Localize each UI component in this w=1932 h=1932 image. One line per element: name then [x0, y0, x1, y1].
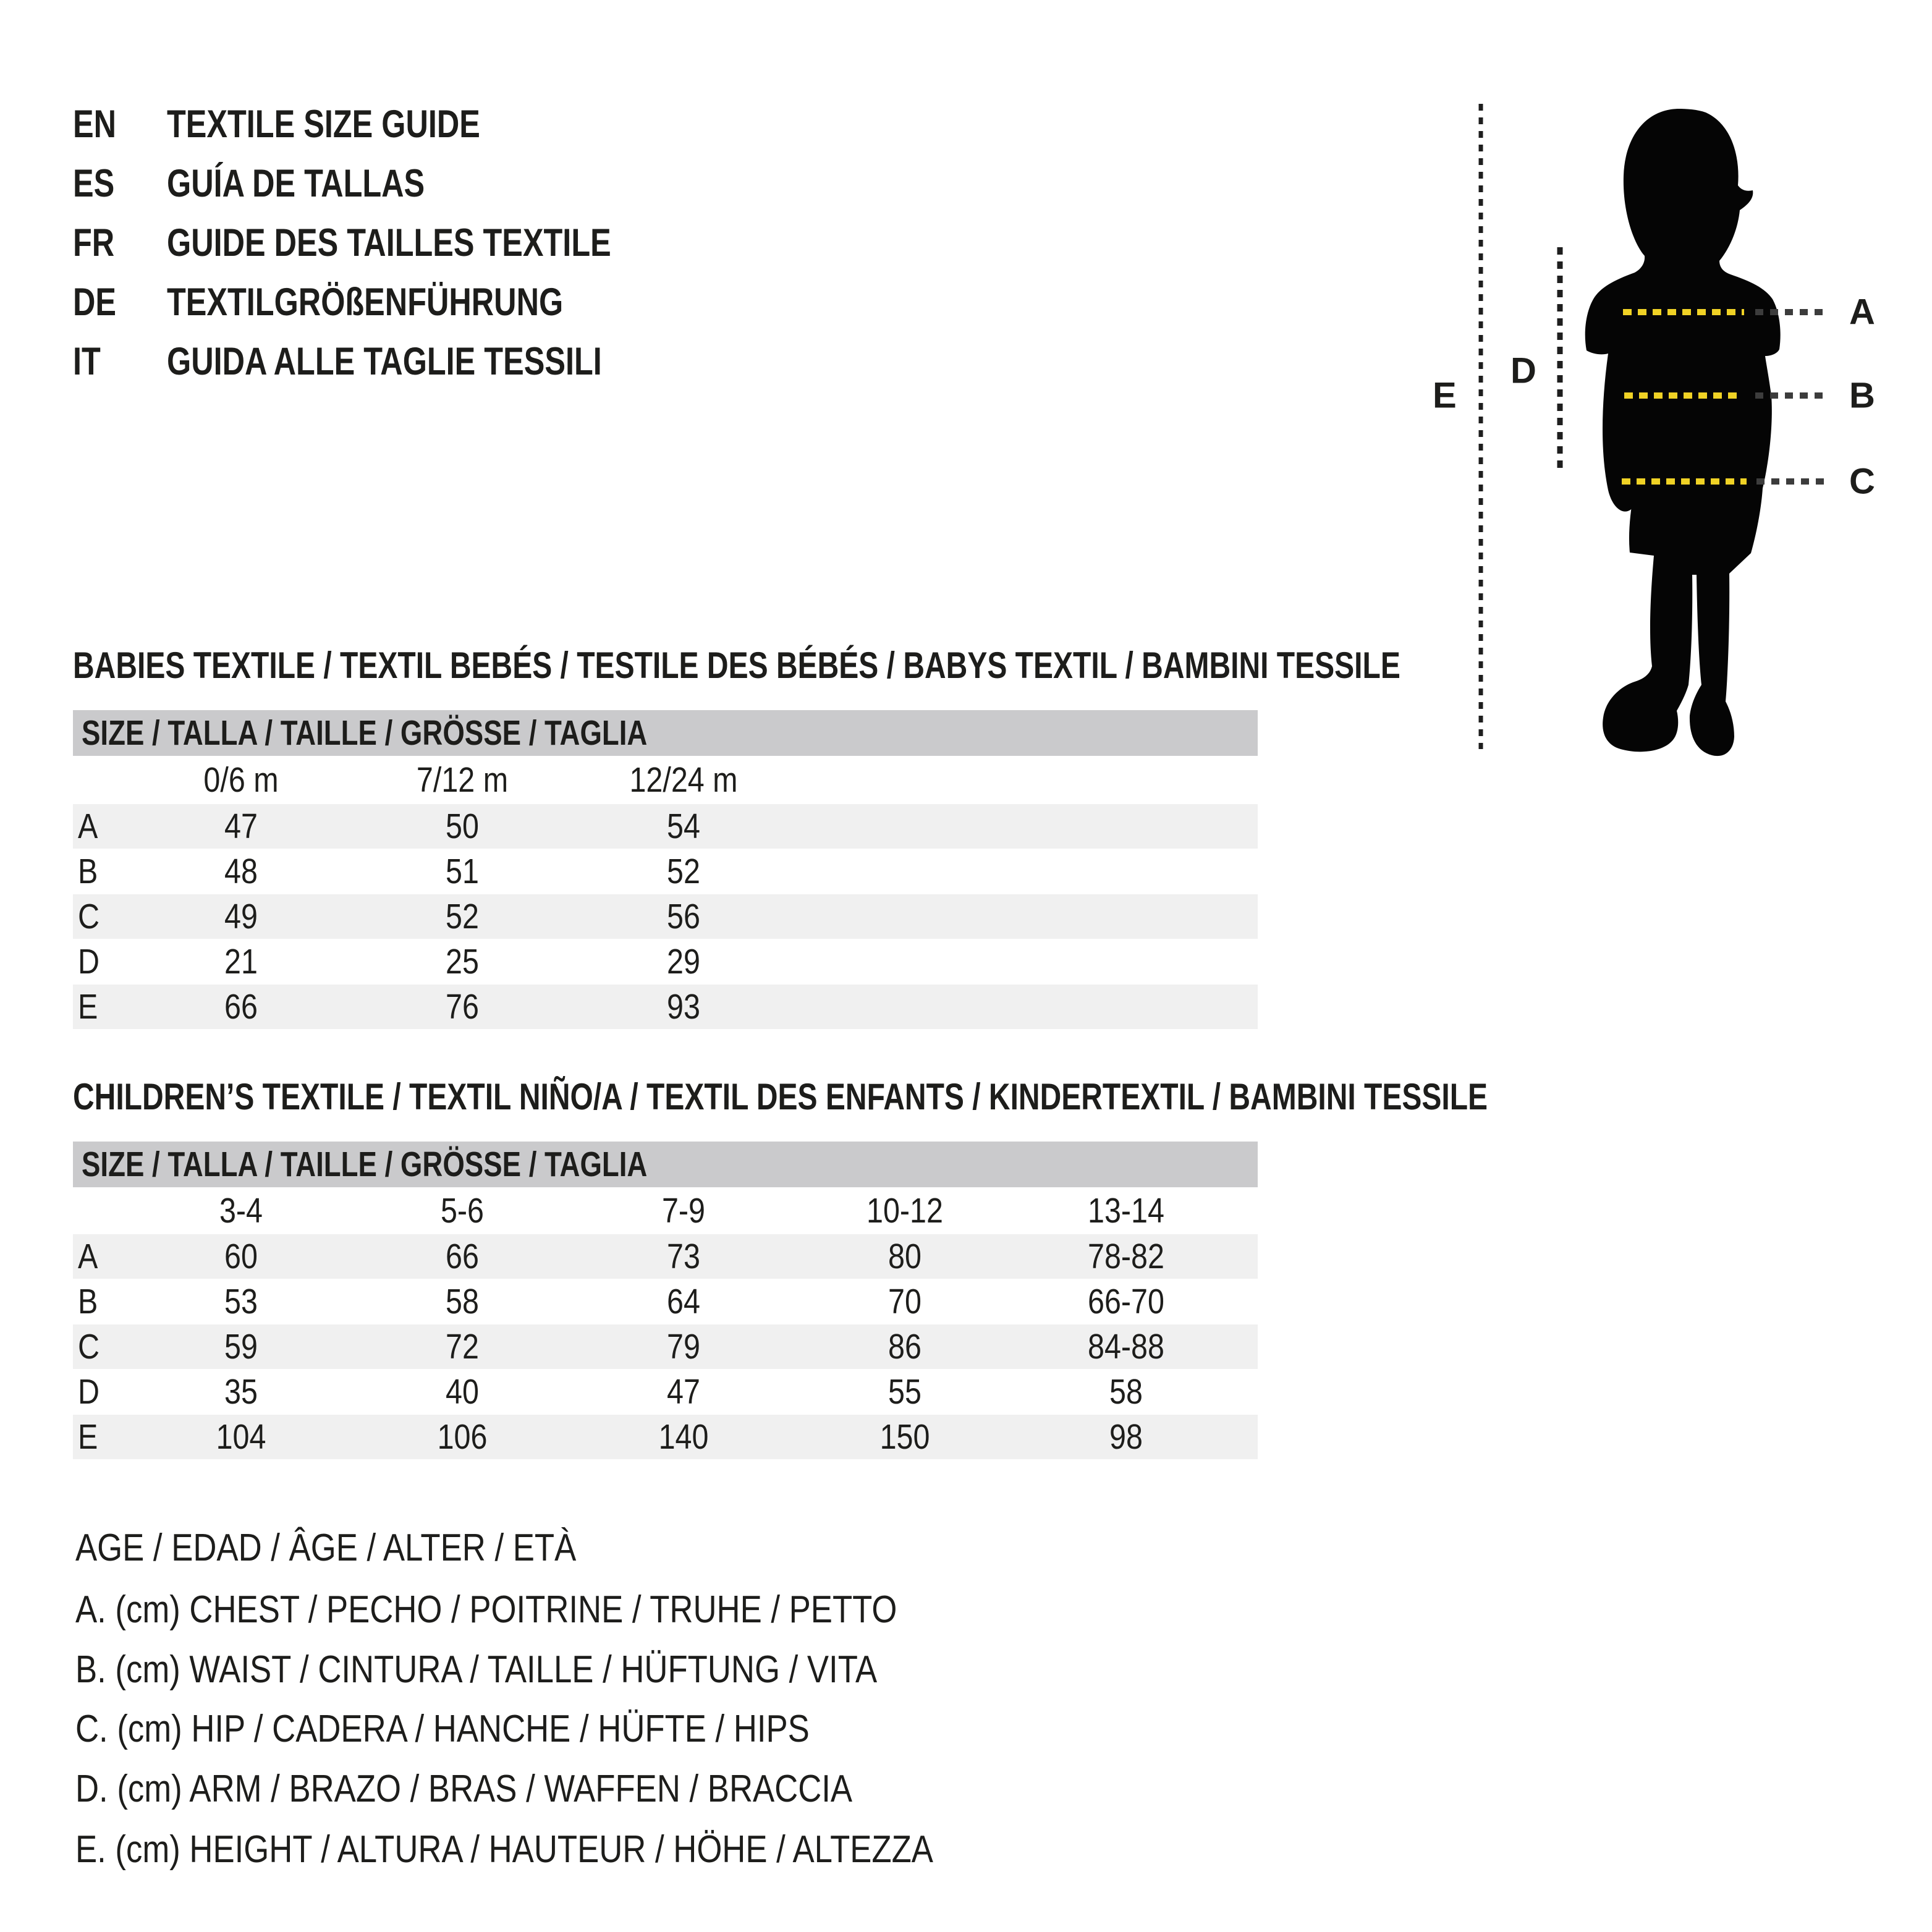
language-code: EN	[73, 103, 117, 146]
figure-label-c: C	[1849, 461, 1875, 502]
language-title: TEXTILGRÖßENFÜHRUNG	[167, 281, 564, 324]
table-cell: 106	[437, 1417, 488, 1457]
table-cell: 60	[224, 1237, 258, 1276]
language-title: TEXTILE SIZE GUIDE	[167, 103, 480, 146]
babies-column-label: 7/12 m	[416, 760, 509, 800]
row-label: A	[78, 807, 98, 846]
table-cell: 56	[667, 897, 700, 936]
table-row	[73, 985, 1258, 1029]
table-cell: 86	[888, 1327, 922, 1366]
table-row	[73, 1234, 1258, 1279]
table-cell: 70	[888, 1282, 922, 1321]
table-cell: 72	[446, 1327, 479, 1366]
table-cell: 54	[667, 807, 700, 846]
table-row	[73, 1370, 1258, 1414]
table-cell: 66-70	[1088, 1282, 1164, 1321]
babies-section-heading: BABIES TEXTILE / TEXTIL BEBÉS / TESTILE DES BÉBÉS / BABYS TEXTIL / BAMBINI TESSILE	[73, 645, 1400, 686]
table-cell: 140	[658, 1417, 709, 1457]
table-cell: 49	[224, 897, 258, 936]
language-title: GUIDE DES TAILLES TEXTILE	[167, 221, 611, 265]
legend-item-chest: A. (cm) CHEST / PECHO / POITRINE / TRUHE / PETTO	[75, 1588, 897, 1631]
table-cell: 79	[667, 1327, 700, 1366]
table-cell: 104	[216, 1417, 266, 1457]
table-row	[73, 1415, 1258, 1459]
children-column-label: 7-9	[661, 1191, 706, 1231]
legend-item-hip: C. (cm) HIP / CADERA / HANCHE / HÜFTE / HIPS	[75, 1708, 810, 1750]
row-label: D	[78, 1372, 100, 1412]
table-cell: 53	[224, 1282, 258, 1321]
children-size-header-text: SIZE / TALLA / TAILLE / GRÖSSE / TAGLIA	[82, 1145, 648, 1184]
table-cell: 58	[1109, 1372, 1143, 1412]
table-cell: 98	[1109, 1417, 1143, 1457]
table-cell: 35	[224, 1372, 258, 1412]
table-cell: 150	[879, 1417, 930, 1457]
language-code: IT	[73, 340, 101, 383]
figure-label-b: B	[1849, 375, 1875, 416]
table-cell: 64	[667, 1282, 700, 1321]
table-cell: 66	[446, 1237, 479, 1276]
table-cell: 58	[446, 1282, 479, 1321]
table-row	[73, 849, 1258, 894]
row-label: A	[78, 1237, 98, 1276]
legend-item-waist: B. (cm) WAIST / CINTURA / TAILLE / HÜFTUNG / VITA	[75, 1648, 878, 1691]
children-column-label: 3-4	[219, 1191, 263, 1231]
children-column-header-row	[73, 1187, 1258, 1234]
table-cell: 21	[224, 942, 258, 981]
babies-column-label: 0/6 m	[203, 760, 279, 800]
legend-age-line: AGE / EDAD / ÂGE / ALTER / ETÀ	[75, 1527, 577, 1569]
table-row	[73, 894, 1258, 939]
children-section-heading: CHILDREN’S TEXTILE / TEXTIL NIÑO/A / TEXTIL DES ENFANTS / KINDERTEXTIL / BAMBINI TESSILE	[73, 1076, 1488, 1117]
children-column-label: 10-12	[866, 1191, 943, 1231]
row-label: D	[78, 942, 100, 981]
table-cell: 84-88	[1088, 1327, 1164, 1366]
figure-label-d: D	[1510, 350, 1536, 391]
figure-label-a: A	[1849, 292, 1875, 333]
language-code: ES	[73, 162, 115, 205]
table-cell: 52	[446, 897, 479, 936]
table-row	[73, 1279, 1258, 1324]
row-label: C	[78, 897, 100, 936]
table-cell: 50	[446, 807, 479, 846]
table-cell: 76	[446, 987, 479, 1027]
table-cell: 80	[888, 1237, 922, 1276]
babies-column-header-row	[73, 756, 1258, 804]
table-cell: 73	[667, 1237, 700, 1276]
table-cell: 78-82	[1088, 1237, 1164, 1276]
legend-item-arm: D. (cm) ARM / BRAZO / BRAS / WAFFEN / BRACCIA	[75, 1768, 853, 1810]
row-label: B	[78, 852, 98, 891]
babies-column-label: 12/24 m	[629, 760, 738, 800]
children-size-header-bar	[73, 1142, 1258, 1187]
table-cell: 25	[446, 942, 479, 981]
language-code: FR	[73, 221, 115, 265]
table-row	[73, 939, 1258, 984]
legend-item-height: E. (cm) HEIGHT / ALTURA / HAUTEUR / HÖHE / ALTEZZA	[75, 1828, 933, 1871]
table-cell: 52	[667, 852, 700, 891]
table-cell: 93	[667, 987, 700, 1027]
table-row	[73, 804, 1258, 849]
language-title: GUIDA ALLE TAGLIE TESSILI	[167, 340, 602, 383]
table-cell: 40	[446, 1372, 479, 1412]
table-cell: 47	[667, 1372, 700, 1412]
table-cell: 29	[667, 942, 700, 981]
row-label: B	[78, 1282, 98, 1321]
row-label: E	[78, 987, 98, 1027]
row-label: E	[78, 1417, 98, 1457]
table-cell: 47	[224, 807, 258, 846]
table-cell: 66	[224, 987, 258, 1027]
figure-label-e: E	[1433, 375, 1457, 416]
children-column-label: 5-6	[440, 1191, 485, 1231]
language-title: GUÍA DE TALLAS	[167, 162, 425, 205]
table-cell: 51	[446, 852, 479, 891]
table-cell: 48	[224, 852, 258, 891]
babies-size-header-text: SIZE / TALLA / TAILLE / GRÖSSE / TAGLIA	[82, 713, 648, 753]
table-cell: 55	[888, 1372, 922, 1412]
children-column-label: 13-14	[1088, 1191, 1164, 1231]
row-label: C	[78, 1327, 100, 1366]
language-code: DE	[73, 281, 117, 324]
table-row	[73, 1324, 1258, 1369]
table-cell: 59	[224, 1327, 258, 1366]
babies-size-header-bar	[73, 710, 1258, 756]
